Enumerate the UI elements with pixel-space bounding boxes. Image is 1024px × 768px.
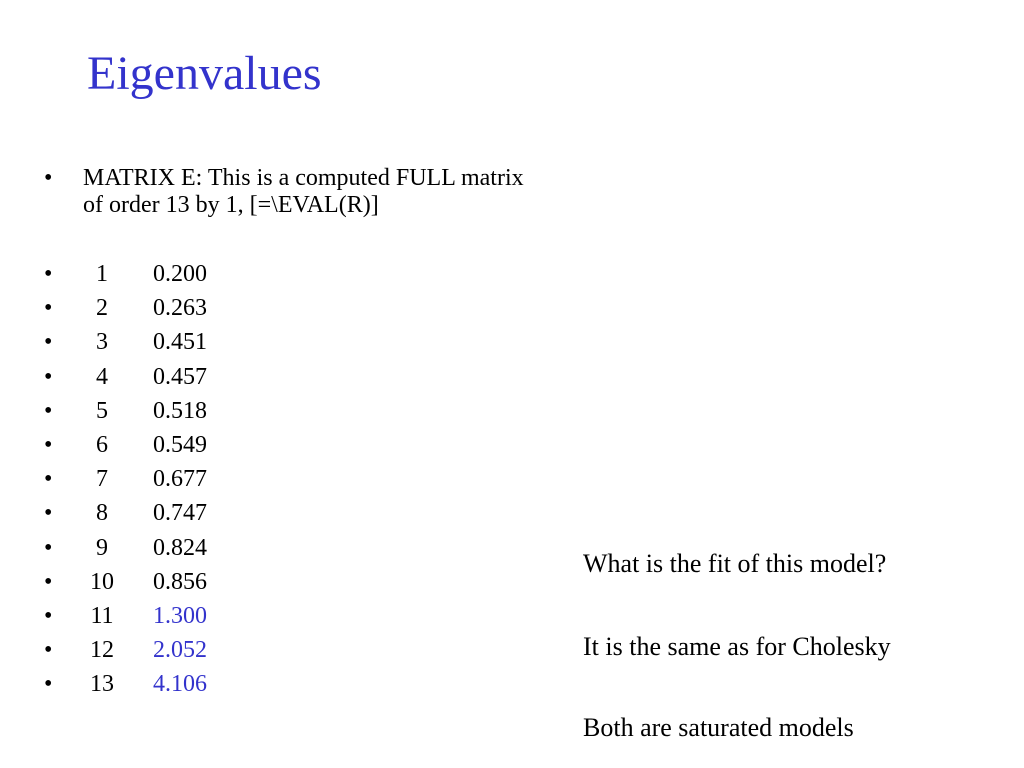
eigenvalue-value: 2.052 bbox=[153, 637, 207, 664]
eigenvalue-value: 0.677 bbox=[153, 466, 207, 493]
eigenvalue-index: 9 bbox=[96, 534, 108, 561]
eigenvalue-value: 0.200 bbox=[153, 261, 207, 287]
bullet-marker: • bbox=[44, 568, 53, 595]
eigenvalue-index: 8 bbox=[96, 500, 108, 527]
eigenvalue-index: 6 bbox=[96, 431, 108, 458]
eigenvalue-row bbox=[44, 295, 284, 329]
eigenvalue-value: 0.747 bbox=[153, 500, 207, 527]
bullet-marker: • bbox=[44, 534, 53, 561]
eigenvalue-value: 0.856 bbox=[153, 568, 207, 595]
bullet-marker: • bbox=[44, 431, 53, 458]
saturated-note: Both are saturated models bbox=[583, 713, 854, 742]
bullet-marker: • bbox=[44, 261, 53, 287]
bullet-marker: • bbox=[44, 671, 53, 698]
eigenvalue-row-highlighted bbox=[44, 671, 284, 705]
eigenvalue-value: 0.451 bbox=[153, 329, 207, 356]
eigenvalue-row bbox=[44, 466, 284, 500]
eigenvalue-list bbox=[44, 261, 284, 705]
eigenvalue-row bbox=[44, 364, 284, 398]
slide-title: Eigenvalues bbox=[87, 47, 322, 100]
bullet-marker: • bbox=[44, 165, 53, 191]
eigenvalue-value: 1.300 bbox=[153, 602, 207, 629]
eigenvalue-index: 5 bbox=[96, 397, 108, 424]
eigenvalue-index: 2 bbox=[96, 295, 108, 322]
eigenvalue-row-highlighted bbox=[44, 603, 284, 637]
eigenvalue-row bbox=[44, 500, 284, 534]
fit-answer: It is the same as for Cholesky bbox=[583, 632, 891, 661]
eigenvalue-index: 13 bbox=[90, 671, 114, 698]
eigenvalue-value: 0.549 bbox=[153, 431, 207, 458]
eigenvalue-index: 3 bbox=[96, 329, 108, 356]
bullet-marker: • bbox=[44, 329, 53, 356]
eigenvalue-index: 4 bbox=[96, 363, 108, 390]
bullet-marker: • bbox=[44, 397, 53, 424]
eigenvalue-index: 1 bbox=[96, 261, 108, 287]
eigenvalue-value: 4.106 bbox=[153, 671, 207, 698]
eigenvalue-row bbox=[44, 535, 284, 569]
eigenvalue-row bbox=[44, 432, 284, 466]
bullet-marker: • bbox=[44, 637, 53, 664]
eigenvalue-index: 11 bbox=[90, 602, 114, 629]
eigenvalue-value: 0.457 bbox=[153, 363, 207, 390]
eigenvalue-index: 7 bbox=[96, 466, 108, 493]
eigenvalue-value: 0.824 bbox=[153, 534, 207, 561]
eigenvalue-index: 10 bbox=[90, 568, 114, 595]
eigenvalue-row bbox=[44, 329, 284, 363]
bullet-marker: • bbox=[44, 295, 53, 322]
eigenvalue-value: 0.518 bbox=[153, 397, 207, 424]
eigenvalue-value: 0.263 bbox=[153, 295, 207, 322]
fit-question: What is the fit of this model? bbox=[583, 549, 887, 578]
eigenvalue-row bbox=[44, 261, 284, 295]
bullet-list bbox=[44, 165, 643, 698]
bullet-marker: • bbox=[44, 500, 53, 527]
intro-bullet bbox=[44, 165, 643, 219]
bullet-marker: • bbox=[44, 466, 53, 493]
intro-line-1: MATRIX E: This is a computed FULL matrix bbox=[83, 165, 524, 191]
eigenvalue-index: 12 bbox=[90, 637, 114, 664]
eigenvalue-row bbox=[44, 398, 284, 432]
bullet-marker: • bbox=[44, 602, 53, 629]
bullet-marker: • bbox=[44, 363, 53, 390]
eigenvalue-row bbox=[44, 569, 284, 603]
intro-line-2: of order 13 by 1, [=\EVAL(R)] bbox=[83, 192, 379, 218]
eigenvalue-row-highlighted bbox=[44, 637, 284, 671]
